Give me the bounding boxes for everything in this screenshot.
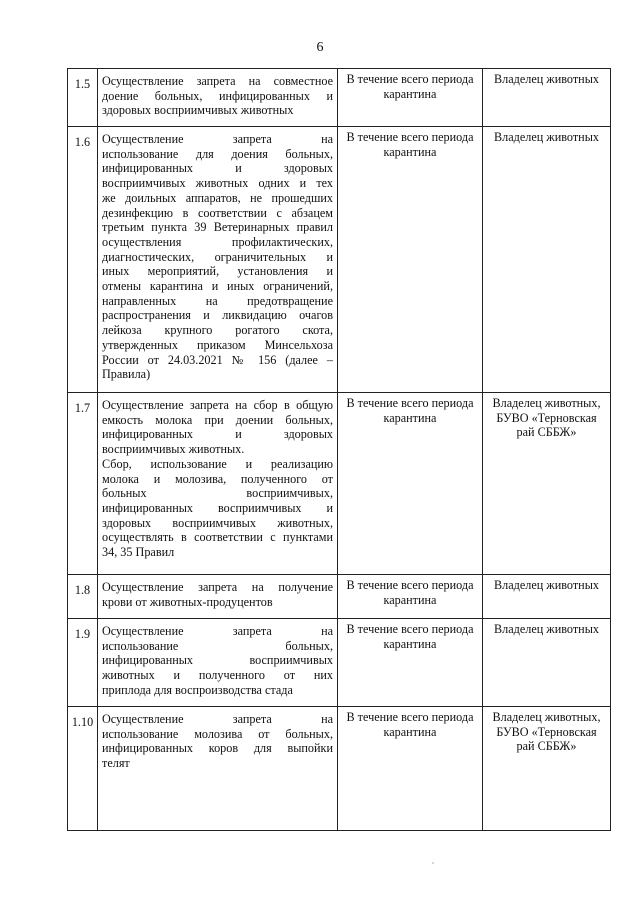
description-line: доение больных, инфицированных и	[102, 88, 333, 103]
description-line: инфицированных и здоровых	[102, 161, 333, 176]
description-line: утвержденных приказом Минсельхоза	[102, 337, 333, 352]
description-line: Осуществление запрета на	[102, 712, 333, 726]
description-line: молока и молозива, полученного от	[102, 471, 333, 486]
description-line: использование для доения больных,	[102, 146, 333, 161]
measures-table	[67, 68, 611, 831]
row-number: 1.8	[68, 575, 98, 619]
description-line: крови от животных-продуцентов	[102, 594, 273, 609]
description-paragraph	[102, 398, 333, 457]
measure-responsible: Владелец животных	[483, 575, 611, 619]
measure-description	[98, 575, 338, 619]
description-line: России от 24.03.2021 № 156 (далее –	[102, 352, 333, 367]
scan-speck	[432, 862, 434, 864]
description-line: Осуществление запрета на получение	[102, 580, 333, 594]
table-row	[68, 69, 611, 127]
description-line: направленных на предотвращение	[102, 293, 333, 308]
measure-term: В течение всего периода карантина	[338, 69, 483, 127]
description-line: Осуществление запрета на совместное	[102, 74, 333, 88]
table-row	[68, 619, 611, 707]
table-row	[68, 707, 611, 831]
description-line: использование молозива от больных,	[102, 726, 333, 741]
measure-description	[98, 619, 338, 707]
description-line: больных восприимчивых,	[102, 486, 333, 501]
measure-description	[98, 69, 338, 127]
description-line: распространения и ликвидацию очагов	[102, 308, 333, 323]
description-line: дезинфекцию в соответствии с абзацем	[102, 205, 333, 220]
description-line: осуществлять в соответствии с пунктами	[102, 530, 333, 545]
description-paragraph	[102, 624, 333, 698]
measure-responsible: Владелец животных	[483, 619, 611, 707]
description-line: телят	[102, 756, 130, 771]
description-line: третьим пункта 39 Ветеринарных правил	[102, 220, 333, 235]
description-line: Осуществление запрета на	[102, 132, 333, 146]
table-row	[68, 393, 611, 575]
measure-term: В течение всего периода карантина	[338, 393, 483, 575]
description-paragraph	[102, 580, 333, 609]
description-line: инфицированных и здоровых	[102, 427, 333, 442]
description-line: приплода для воспроизводства стада	[102, 682, 293, 697]
measure-term: В течение всего периода карантина	[338, 575, 483, 619]
measure-term: В течение всего периода карантина	[338, 127, 483, 393]
description-paragraph	[102, 74, 333, 118]
description-line: диагностических, ограничительных и	[102, 249, 333, 264]
measure-responsible: Владелец животных, БУВО «Терновская рай СББЖ»	[483, 707, 611, 831]
measure-description	[98, 707, 338, 831]
row-number: 1.10	[68, 707, 98, 831]
description-line: Осуществление запрета на	[102, 624, 333, 638]
measure-term: В течение всего периода карантина	[338, 619, 483, 707]
description-line: Правила)	[102, 367, 151, 382]
row-number: 1.6	[68, 127, 98, 393]
description-paragraph	[102, 132, 333, 382]
table-row	[68, 127, 611, 393]
description-line: же доильных аппаратов, не прошедших	[102, 190, 333, 205]
row-number: 1.5	[68, 69, 98, 127]
description-line: осуществления профилактических,	[102, 234, 333, 249]
description-line: животных и полученного от них	[102, 668, 333, 683]
measure-term: В течение всего периода карантина	[338, 707, 483, 831]
table-row	[68, 575, 611, 619]
description-line: инфицированных восприимчивых и	[102, 500, 333, 515]
measure-responsible: Владелец животных	[483, 69, 611, 127]
row-number: 1.9	[68, 619, 98, 707]
measure-responsible: Владелец животных, БУВО «Терновская рай СББЖ»	[483, 393, 611, 575]
description-line: восприимчивых животных.	[102, 442, 245, 457]
measure-description	[98, 393, 338, 575]
description-line: емкость молока при доении больных,	[102, 412, 333, 427]
measure-description	[98, 127, 338, 393]
description-paragraph	[102, 712, 333, 771]
description-line: использование больных,	[102, 638, 333, 653]
description-line: инфицированных восприимчивых	[102, 653, 333, 668]
description-line: 34, 35 Правил	[102, 545, 175, 560]
page-number: 6	[316, 40, 324, 55]
description-line: здоровых восприимчивых животных	[102, 103, 294, 118]
description-line: отмены карантина и иных ограничений,	[102, 279, 333, 294]
description-line: инфицированных коров для выпойки	[102, 741, 333, 756]
description-line: восприимчивых животных одних и тех	[102, 176, 333, 191]
row-number: 1.7	[68, 393, 98, 575]
measure-responsible: Владелец животных	[483, 127, 611, 393]
description-line: лейкоза крупного рогатого скота,	[102, 323, 333, 338]
description-line: здоровых восприимчивых животных,	[102, 515, 333, 530]
description-paragraph	[102, 457, 333, 560]
description-line: иных мероприятий, установления и	[102, 264, 333, 279]
description-line: Сбор, использование и реализацию	[102, 456, 333, 471]
description-line: Осуществление запрета на сбор в общую	[102, 398, 333, 412]
